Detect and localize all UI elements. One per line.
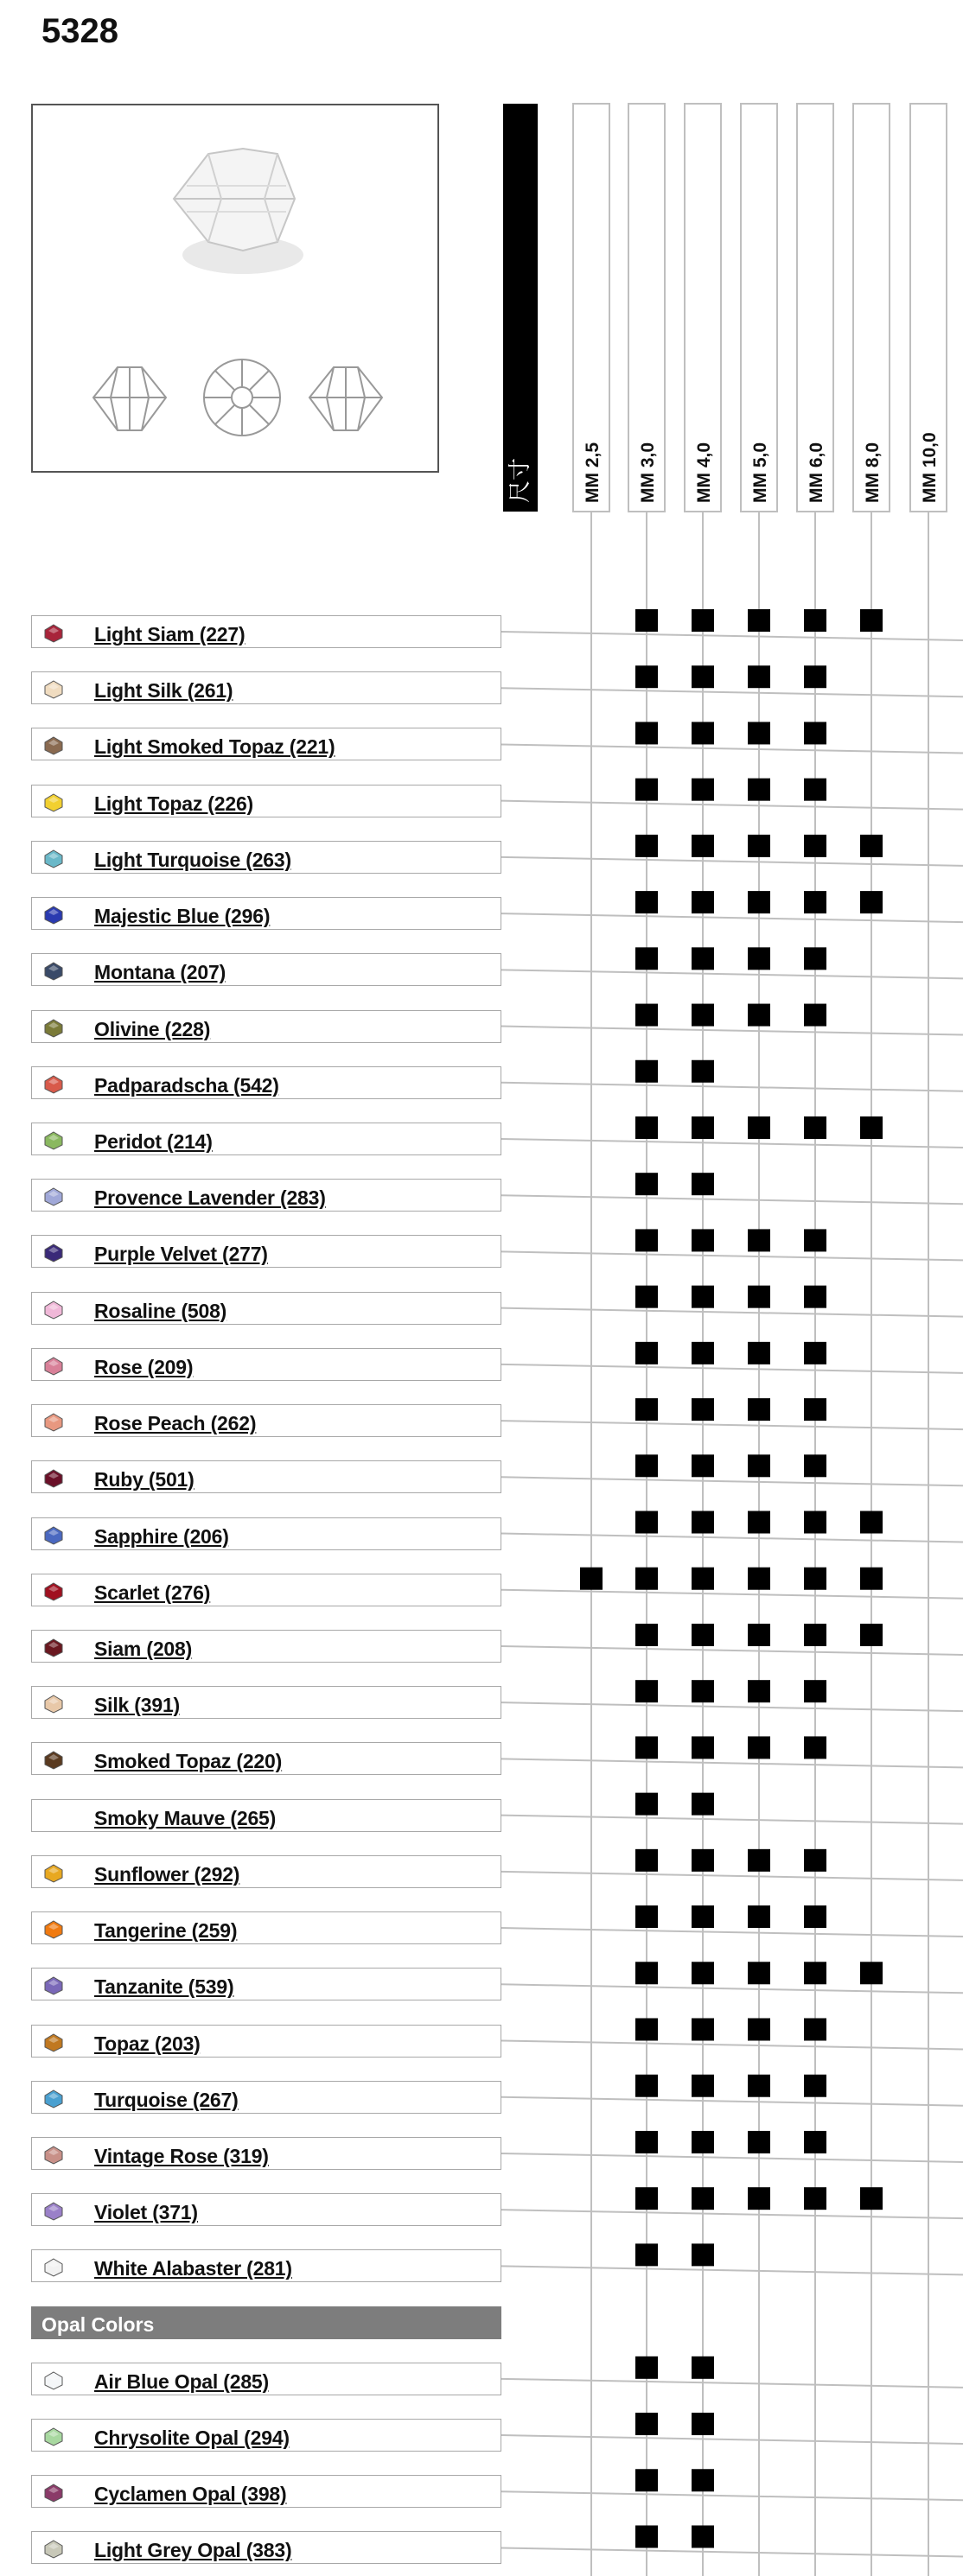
color-name[interactable]: Scarlet (276) [94,1581,211,1604]
color-swatch-icon [44,1075,63,1094]
row-guide-line [501,2041,963,2050]
color-name[interactable]: Violet (371) [94,2201,198,2224]
availability-marker [692,1229,714,1251]
availability-marker [635,1624,658,1646]
color-swatch-icon [44,2427,63,2446]
row-guide-line [501,2266,963,2274]
row-guide-line [501,688,963,696]
color-name[interactable]: Ruby (501) [94,1468,195,1492]
availability-marker [748,891,770,913]
color-swatch-icon [44,2089,63,2109]
availability-marker [804,2131,826,2153]
availability-marker [804,1624,826,1646]
row-guide-line [501,1477,963,1485]
availability-marker [635,609,658,632]
availability-marker [748,835,770,857]
color-name[interactable]: Rosaline (508) [94,1299,227,1322]
row-guide-line [501,2547,963,2556]
color-swatch-icon [44,1751,63,1770]
availability-marker [635,1116,658,1139]
availability-marker [692,2413,714,2435]
availability-marker [748,665,770,688]
availability-marker [692,1342,714,1364]
color-row[interactable] [31,1686,501,1719]
availability-marker [748,1116,770,1139]
availability-marker [692,1173,714,1195]
availability-marker [860,1568,883,1590]
availability-marker [635,2469,658,2491]
row-guide-line [501,1590,963,1599]
availability-marker [692,779,714,801]
color-name[interactable]: Light Grey Opal (383) [94,2539,292,2562]
color-row[interactable] [31,785,501,817]
availability-marker [692,2075,714,2097]
color-row[interactable] [31,1630,501,1663]
availability-marker [692,1004,714,1027]
color-swatch-icon [44,1131,63,1150]
color-name[interactable]: Sunflower (292) [94,1862,240,1886]
color-row[interactable] [31,1911,501,1944]
size-column-label: MM 2,5 [583,442,603,503]
color-name[interactable]: Light Siam (227) [94,623,246,646]
availability-marker [804,1962,826,1984]
availability-marker [804,1454,826,1477]
row-guide-line [501,1195,963,1204]
row-guide-line [501,1027,963,1035]
color-row[interactable] [31,1179,501,1212]
availability-marker [860,835,883,857]
availability-marker [635,1793,658,1816]
row-guide-line [501,2153,963,2162]
availability-marker [860,609,883,632]
availability-marker [804,2019,826,2041]
availability-marker [748,1454,770,1477]
availability-marker [748,947,770,970]
availability-marker [748,1680,770,1702]
row-guide-line [501,1816,963,1824]
availability-marker [748,1905,770,1928]
availability-marker [804,1849,826,1872]
color-name[interactable]: Olivine (228) [94,1017,211,1040]
availability-marker [692,2357,714,2379]
availability-marker [635,2075,658,2097]
availability-marker [635,1229,658,1251]
color-row[interactable] [31,1066,501,1099]
availability-marker [692,1962,714,1984]
row-guide-line [501,1421,963,1429]
availability-marker [635,1398,658,1421]
availability-marker [860,1116,883,1139]
color-swatch-icon [44,1638,63,1657]
availability-marker [635,1736,658,1759]
availability-marker [804,1905,826,1928]
availability-marker [635,947,658,970]
availability-marker [692,609,714,632]
color-row[interactable] [31,1574,501,1606]
section-title: Opal Colors [41,2312,155,2336]
availability-marker [860,1962,883,1984]
availability-marker [635,665,658,688]
availability-marker [804,891,826,913]
availability-marker [748,2131,770,2153]
size-column-label: MM 10,0 [920,432,940,503]
color-row[interactable] [31,671,501,704]
availability-marker [804,2075,826,2097]
color-row[interactable] [31,2363,501,2395]
availability-marker [748,2075,770,2097]
color-row[interactable] [31,615,501,648]
availability-marker [692,2243,714,2266]
color-swatch-icon [44,1976,63,1995]
availability-marker [692,1060,714,1083]
availability-marker [748,2019,770,2041]
color-row[interactable] [31,1460,501,1493]
color-name[interactable]: Sapphire (206) [94,1524,229,1548]
color-name[interactable]: Tanzanite (539) [94,1975,234,1999]
row-guide-line [501,1928,963,1937]
availability-marker [692,2019,714,2041]
color-row[interactable] [31,1348,501,1381]
color-swatch-icon [44,624,63,643]
availability-marker [748,1286,770,1308]
availability-marker [692,1568,714,1590]
row-guide-line [501,1139,963,1148]
availability-marker [692,1849,714,1872]
availability-marker [804,609,826,632]
color-row[interactable] [31,841,501,874]
row-guide-line [501,913,963,922]
color-swatch-icon [44,2146,63,2165]
row-guide-line [501,2491,963,2500]
color-swatch-icon [44,1864,63,1883]
availability-marker [635,1004,658,1027]
page-title: 5328 [41,12,118,50]
size-column-label: MM 6,0 [807,442,826,503]
availability-marker [748,1849,770,1872]
availability-marker [635,1568,658,1590]
color-name[interactable]: Chrysolite Opal (294) [94,2427,290,2450]
color-name[interactable]: Padparadscha (542) [94,1073,279,1097]
row-guide-line [501,2097,963,2106]
color-row[interactable] [31,953,501,986]
color-name[interactable]: Topaz (203) [94,2032,201,2055]
size-header-label: 尺寸 [507,457,533,503]
availability-marker [635,2413,658,2435]
availability-marker [804,1286,826,1308]
availability-marker [692,1793,714,1816]
availability-marker [635,1680,658,1702]
availability-marker [635,891,658,913]
color-name[interactable]: Light Turquoise (263) [94,848,291,871]
availability-marker [804,779,826,801]
availability-marker [635,2357,658,2379]
availability-marker [635,722,658,744]
size-column-label: MM 8,0 [863,442,883,503]
availability-marker [692,947,714,970]
availability-marker [635,1511,658,1534]
section-header [31,2306,501,2339]
color-row[interactable] [31,1235,501,1268]
color-row[interactable] [31,2249,501,2282]
availability-marker [804,722,826,744]
size-column-label: MM 3,0 [638,442,658,503]
availability-marker [692,1286,714,1308]
availability-marker [635,779,658,801]
color-row[interactable] [31,1855,501,1888]
color-swatch-icon [44,1413,63,1432]
color-name[interactable]: Tangerine (259) [94,1919,238,1943]
color-row[interactable] [31,1010,501,1043]
availability-marker [804,1229,826,1251]
color-swatch-icon [44,2371,63,2390]
availability-marker [635,2525,658,2547]
row-guide-line [501,1984,963,1993]
availability-marker [692,2525,714,2547]
color-name[interactable]: White Alabaster (281) [94,2257,292,2280]
color-name[interactable]: Rose Peach (262) [94,1412,257,1435]
color-row[interactable] [31,728,501,760]
color-name[interactable]: Rose (209) [94,1355,194,1378]
color-swatch-icon [44,1920,63,1939]
row-guide-line [501,2435,963,2444]
color-row[interactable] [31,2531,501,2564]
color-name[interactable]: Light Silk (261) [94,679,233,703]
color-swatch-icon [44,736,63,755]
color-name[interactable]: Light Topaz (226) [94,792,254,815]
availability-marker [804,1398,826,1421]
availability-marker [748,1342,770,1364]
availability-marker [804,1004,826,1027]
availability-marker [692,665,714,688]
color-swatch-icon [44,906,63,925]
availability-marker [748,1398,770,1421]
availability-marker [748,2187,770,2210]
color-name[interactable]: Peridot (214) [94,1129,213,1153]
availability-marker [692,891,714,913]
color-row[interactable] [31,2025,501,2058]
color-swatch-icon [44,1469,63,1488]
availability-marker [860,1624,883,1646]
color-row[interactable] [31,2475,501,2508]
availability-marker [748,1229,770,1251]
availability-marker [635,835,658,857]
color-name[interactable]: Purple Velvet (277) [94,1243,268,1266]
color-name[interactable]: Vintage Rose (319) [94,2144,269,2167]
availability-marker [804,1511,826,1534]
color-swatch-icon [44,1019,63,1038]
availability-marker [748,609,770,632]
availability-marker [804,2187,826,2210]
color-swatch-icon [44,793,63,812]
availability-marker [635,2131,658,2153]
availability-marker [635,1173,658,1195]
color-swatch-icon [44,1526,63,1545]
availability-marker [635,1286,658,1308]
availability-marker [860,1511,883,1534]
color-row[interactable] [31,1404,501,1437]
color-swatch-icon [44,1582,63,1601]
availability-marker [748,1736,770,1759]
color-swatch-icon [44,849,63,868]
availability-marker [635,1849,658,1872]
color-swatch-icon [44,2033,63,2052]
row-guide-line [501,1646,963,1655]
availability-marker [804,947,826,970]
color-swatch-icon [44,1187,63,1206]
size-column-label: MM 4,0 [694,442,714,503]
availability-marker [692,1511,714,1534]
availability-marker [635,2187,658,2210]
color-row[interactable] [31,1968,501,2000]
availability-marker [748,1568,770,1590]
availability-marker [692,1905,714,1928]
row-guide-line [501,744,963,753]
color-swatch-icon [44,2258,63,2277]
color-row[interactable] [31,1517,501,1550]
color-name[interactable]: Air Blue Opal (285) [94,2369,269,2393]
color-row[interactable] [31,1799,501,1832]
color-name[interactable]: Silk (391) [94,1694,180,1717]
color-name[interactable]: Turquoise (267) [94,2088,239,2111]
row-guide-line [501,970,963,978]
size-header-bar [503,104,538,512]
availability-marker [692,1624,714,1646]
color-row[interactable] [31,1742,501,1775]
row-guide-line [501,857,963,866]
availability-marker [692,2469,714,2491]
color-row[interactable] [31,1292,501,1325]
availability-marker [635,1962,658,1984]
color-swatch-icon [44,962,63,981]
row-guide-line [501,1702,963,1711]
row-guide-line [501,1308,963,1317]
availability-marker [860,891,883,913]
availability-marker [692,1454,714,1477]
availability-marker [692,1116,714,1139]
color-row[interactable] [31,897,501,930]
color-swatch-icon [44,2202,63,2221]
availability-marker [860,2187,883,2210]
color-row[interactable] [31,2081,501,2114]
color-name[interactable]: Majestic Blue (296) [94,905,271,928]
row-guide-line [501,801,963,810]
color-name[interactable]: Siam (208) [94,1637,193,1660]
color-name[interactable]: Montana (207) [94,961,226,984]
availability-marker [635,1060,658,1083]
availability-marker [692,2131,714,2153]
availability-marker [748,1004,770,1027]
size-column-label: MM 5,0 [750,442,770,503]
availability-marker [804,1568,826,1590]
availability-marker [804,665,826,688]
row-guide-line [501,1534,963,1542]
color-swatch-icon [44,680,63,699]
availability-marker [635,2243,658,2266]
color-swatch-icon [44,1357,63,1376]
availability-marker [804,1680,826,1702]
color-name[interactable]: Smoky Mauve (265) [94,1806,277,1829]
availability-marker [804,835,826,857]
availability-marker [692,1398,714,1421]
availability-marker [635,1342,658,1364]
availability-marker [692,1680,714,1702]
color-name[interactable]: Cyclamen Opal (398) [94,2483,287,2506]
color-name[interactable]: Smoked Topaz (220) [94,1750,283,1773]
color-row[interactable] [31,1123,501,1155]
availability-marker [748,779,770,801]
availability-marker [692,1736,714,1759]
color-row[interactable] [31,2419,501,2452]
row-guide-line [501,632,963,640]
row-guide-line [501,1759,963,1767]
availability-marker [692,722,714,744]
color-name[interactable]: Light Smoked Topaz (221) [94,735,335,759]
row-guide-line [501,2210,963,2218]
availability-marker [748,1511,770,1534]
availability-marker [635,1905,658,1928]
availability-marker [804,1116,826,1139]
color-swatch-icon [44,1243,63,1263]
availability-marker [804,1342,826,1364]
color-row[interactable] [31,2193,501,2226]
availability-marker [748,1624,770,1646]
row-guide-line [501,1872,963,1880]
availability-marker [635,2019,658,2041]
row-guide-line [501,1251,963,1260]
color-name[interactable]: Provence Lavender (283) [94,1186,326,1210]
row-guide-line [501,1083,963,1091]
availability-marker [580,1568,603,1590]
row-guide-line [501,1364,963,1373]
color-swatch-icon [44,2540,63,2559]
color-swatch-icon [44,1301,63,1320]
availability-marker [748,1962,770,1984]
color-swatch-icon [44,2484,63,2503]
availability-marker [635,1454,658,1477]
availability-marker [748,722,770,744]
color-row[interactable] [31,2137,501,2170]
row-guide-line [501,2379,963,2388]
availability-marker [692,2187,714,2210]
availability-marker [692,835,714,857]
availability-marker [804,1736,826,1759]
color-swatch-icon [44,1695,63,1714]
